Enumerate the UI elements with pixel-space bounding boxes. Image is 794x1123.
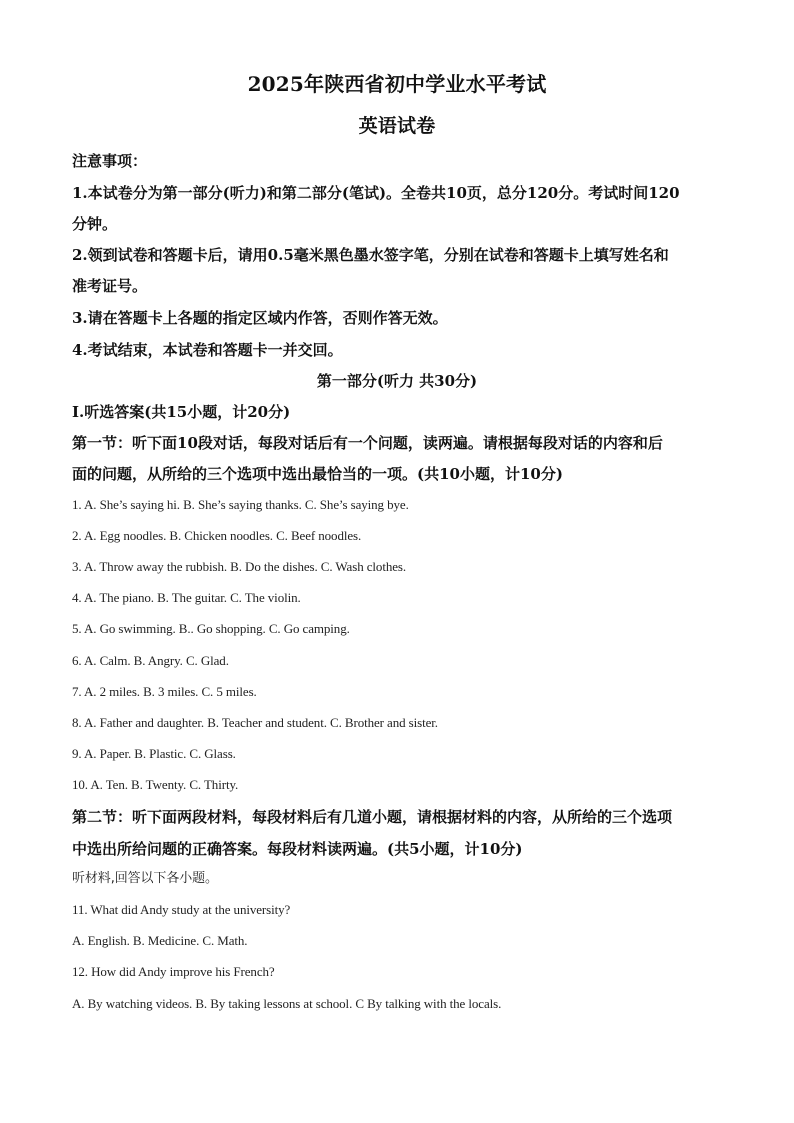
question-1: 1. A. She’s saying hi. B. She’s saying thanks. C. She’s saying bye. — [72, 497, 409, 512]
notice-heading: 注意事项： — [72, 152, 148, 170]
exam-subtitle: 英语试卷 — [358, 115, 436, 137]
notice-item-2-cont: 准考证号。 — [72, 277, 148, 295]
notice-item-1-cont: 分钟。 — [72, 215, 118, 233]
notice-item-2: 2.领到试卷和答题卡后，请用0.5毫米黑色墨水签字笔，分别在试卷和答题卡上填写姓名和 — [72, 246, 669, 264]
material-prompt: 听材料,回答以下各小题。 — [72, 871, 218, 886]
notice-item-3: 3.请在答题卡上各题的指定区域内作答，否则作答无效。 — [72, 309, 448, 327]
notice-item-4: 4.考试结束，本试卷和答题卡一并交回。 — [72, 341, 343, 359]
question-2: 2. A. Egg noodles. B. Chicken noodles. C. Beef noodles. — [72, 528, 362, 543]
section2-instruction-line-2: 中选出所给问题的正确答案。每段材料读两遍。(共5小题，计10分) — [72, 840, 523, 858]
question-6: 6. A. Calm. B. Angry. C. Glad. — [72, 653, 229, 668]
question-5: 5. A. Go swimming. B.. Go shopping. C. Go camping. — [72, 621, 350, 636]
section2-instruction-line-1: 第二节：听下面两段材料，每段材料后有几道小题，请根据材料的内容，从所给的三个选项 — [72, 808, 673, 826]
question-7: 7. A. 2 miles. B. 3 miles. C. 5 miles. — [72, 684, 257, 699]
question-8: 8. A. Father and daughter. B. Teacher and student. C. Brother and sister. — [72, 715, 438, 730]
question-12: 12. How did Andy improve his French? — [72, 964, 275, 979]
question-9: 9. A. Paper. B. Plastic. C. Glass. — [72, 746, 236, 761]
section-I-title: Ⅰ.听选答案(共15小题，计20分) — [72, 403, 291, 421]
section1-instruction-line-1: 第一节：听下面10段对话，每段对话后有一个问题，读两遍。请根据每段对话的内容和后 — [72, 434, 663, 452]
section1-instruction-line-2: 面的问题，从所给的三个选项中选出最恰当的一项。(共10小题，计10分) — [72, 465, 563, 483]
question-11-options: A. English. B. Medicine. C. Math. — [72, 933, 248, 948]
question-10: 10. A. Ten. B. Twenty. C. Thirty. — [72, 777, 239, 792]
exam-title: 2025年陕西省初中学业水平考试 — [247, 72, 547, 96]
part1-title: 第一部分(听力 共30分) — [316, 372, 478, 390]
notice-item-1: 1.本试卷分为第一部分(听力)和第二部分(笔试)。全卷共10页，总分120分。考试时间120 — [72, 184, 680, 202]
question-12-options: A. By watching videos. B. By taking lessons at school. C By talking with the locals. — [72, 996, 502, 1011]
question-4: 4. A. The piano. B. The guitar. C. The violin. — [72, 590, 301, 605]
question-3: 3. A. Throw away the rubbish. B. Do the dishes. C. Wash clothes. — [72, 559, 407, 574]
question-11: 11. What did Andy study at the university? — [72, 902, 291, 917]
